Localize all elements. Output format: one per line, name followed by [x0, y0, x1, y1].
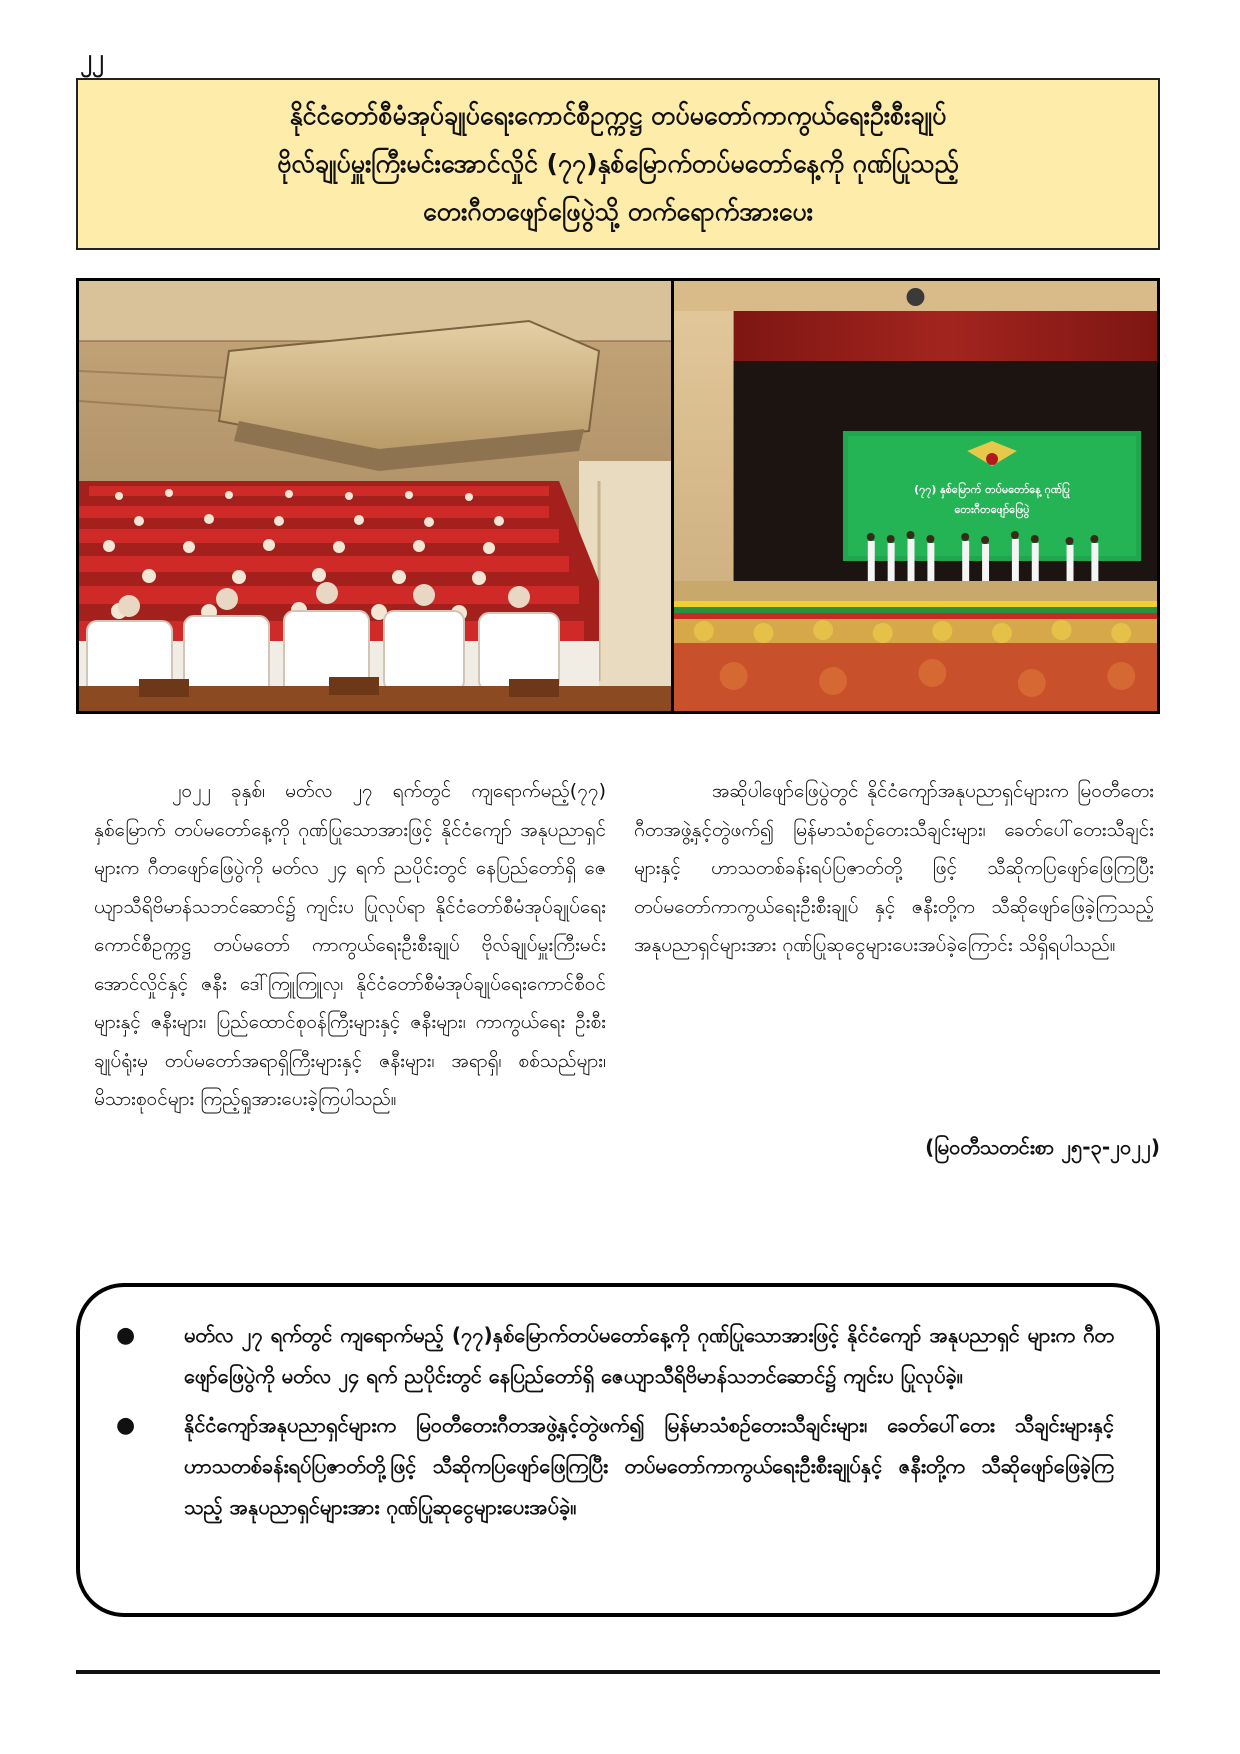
- summary-text-1: မတ်လ ၂၇ ရက်တွင် ကျရောက်မည့် (၇၇)နှစ်မြောက်တပ်မတော်နေ့ကို ဂုဏ်ပြုသောအားဖြင့် နိုင်ငံကျော် အနုပညာရှင် များက ဂီတဖျော်ဖြေပွဲကို မတ်လ ၂၄ ရက် ညပိုင်းတွင် နေပြည်တော်ရှိ ဇေယျာသီရိဗိမာန်သဘင်ဆောင်၌ ကျင်းပ ပြုလုပ်ခဲ့။: [184, 1323, 1114, 1388]
- article-left-column: [94, 772, 606, 1119]
- headline-line-1: နိုင်ငံတော်စီမံအုပ်ချုပ်ရေးကောင်စီဥက္ကဋ္ဌ တပ်မတော်ကာကွယ်ရေးဦးစီးချုပ်: [289, 101, 947, 130]
- headline-line-3: တေးဂီတဖျော်ဖြေပွဲသို့ တက်ရောက်အားပေး: [423, 197, 813, 226]
- page-number: ၂၂: [80, 44, 104, 72]
- headline-line-2: ဗိုလ်ချုပ်မှူးကြီးမင်းအောင်လှိုင် (၇၇)နှစ်မြောက်တပ်မတော်နေ့ကို ဂုဏ်ပြုသည့်: [277, 149, 959, 178]
- bullet-icon: ●: [116, 1413, 136, 1438]
- summary-text-2: နိုင်ငံကျော်အနုပညာရှင်များက မြဝတီတေးဂီတအဖွဲ့နှင့်တွဲဖက်၍ မြန်မာသံစဉ်တေးသီချင်းများ၊ ခေတ်ပေါ်တေး သီချင်းများနှင့် ဟာသတစ်ခန်းရပ်ပြဇာတ်တို့ဖြင့် သီဆိုကပြဖျော်ဖြေကြပြီး တပ်မတော်ကာကွယ်ရေးဦးစီးချုပ်နှင့် ဇနီးတို့က သီဆိုဖျော်ဖြေခဲ့ကြသည့် အနုပညာရှင်များအား ဂုဏ်ပြုဆုငွေများပေးအပ်ခဲ့။: [184, 1413, 1114, 1519]
- summary-box: [76, 1283, 1160, 1617]
- summary-list: [108, 1315, 1114, 1528]
- summary-item-2: [108, 1405, 1114, 1528]
- bottom-rule: [76, 1670, 1160, 1674]
- summary-item-1: [108, 1315, 1114, 1397]
- screen-line-2: တေးဂီတဖျော်ဖြေပွဲ: [954, 502, 1030, 517]
- headline-box: [76, 78, 1160, 250]
- photo-frame: [76, 278, 1160, 714]
- screen-line-1: (၇၇) နှစ်မြောက် တပ်မတော်နေ့ ဂုဏ်ပြု: [914, 482, 1070, 497]
- stage-performance-photo: [674, 281, 1157, 711]
- article-paragraph-2: အဆိုပါဖျော်ဖြေပွဲတွင် နိုင်ငံကျော်အနုပညာရှင်များက မြဝတီတေးဂီတအဖွဲ့နှင့်တွဲဖက်၍ မြန်မာသံစဉ်တေးသီချင်းများ၊ ခေတ်ပေါ်တေးသီချင်းများနှင့် ဟာသတစ်ခန်းရပ်ပြဇာတ်တို့ ဖြင့် သီဆိုကပြဖျော်ဖြေကြပြီး တပ်မတော်ကာကွယ်ရေးဦးစီးချုပ် နှင့် ဇနီးတို့က သီဆိုဖျော်ဖြေခဲ့ကြသည့် အနုပညာရှင်များအား ဂုဏ်ပြုဆုငွေများပေးအပ်ခဲ့ကြောင်း သိရှိရပါသည်။: [634, 780, 1154, 956]
- article-right-column: [634, 772, 1154, 965]
- bullet-icon: ●: [116, 1323, 136, 1348]
- source-citation: (မြဝတီသတင်းစာ ၂၅-၃-၂၀၂၂): [925, 1135, 1160, 1159]
- article-paragraph-1: ၂၀၂၂ ခုနှစ်၊ မတ်လ ၂၇ ရက်တွင် ကျရောက်မည့်(၇၇) နှစ်မြောက် တပ်မတော်နေ့ကို ဂုဏ်ပြုသောအားဖြင့် နိုင်ငံကျော် အနုပညာရှင်များက ဂီတဖျော်ဖြေပွဲကို မတ်လ ၂၄ ရက် ညပိုင်းတွင် နေပြည်တော်ရှိ ဇေယျာသီရိဗိမာန်သဘင်ဆောင်၌ ကျင်းပ ပြုလုပ်ရာ နိုင်ငံတော်စီမံအုပ်ချုပ်ရေးကောင်စီဥက္ကဋ္ဌ တပ်မတော် ကာကွယ်ရေးဦးစီးချုပ် ဗိုလ်ချုပ်မှူးကြီးမင်းအောင်လှိုင်နှင့် ဇနီး ဒေါ်ကြူကြူလှ၊ နိုင်ငံတော်စီမံအုပ်ချုပ်ရေးကောင်စီဝင်များနှင့် ဇနီးများ၊ ပြည်ထောင်စုဝန်ကြီးများနှင့် ဇနီးများ၊ ကာကွယ်ရေး ဦးစီးချုပ်ရုံးမှ တပ်မတော်အရာရှိကြီးများနှင့် ဇနီးများ၊ အရာရှိ၊ စစ်သည်များ၊ မိသားစုဝင်များ ကြည့်ရှုအားပေးခဲ့ကြပါသည်။: [94, 780, 606, 1110]
- auditorium-audience-photo: [79, 281, 671, 711]
